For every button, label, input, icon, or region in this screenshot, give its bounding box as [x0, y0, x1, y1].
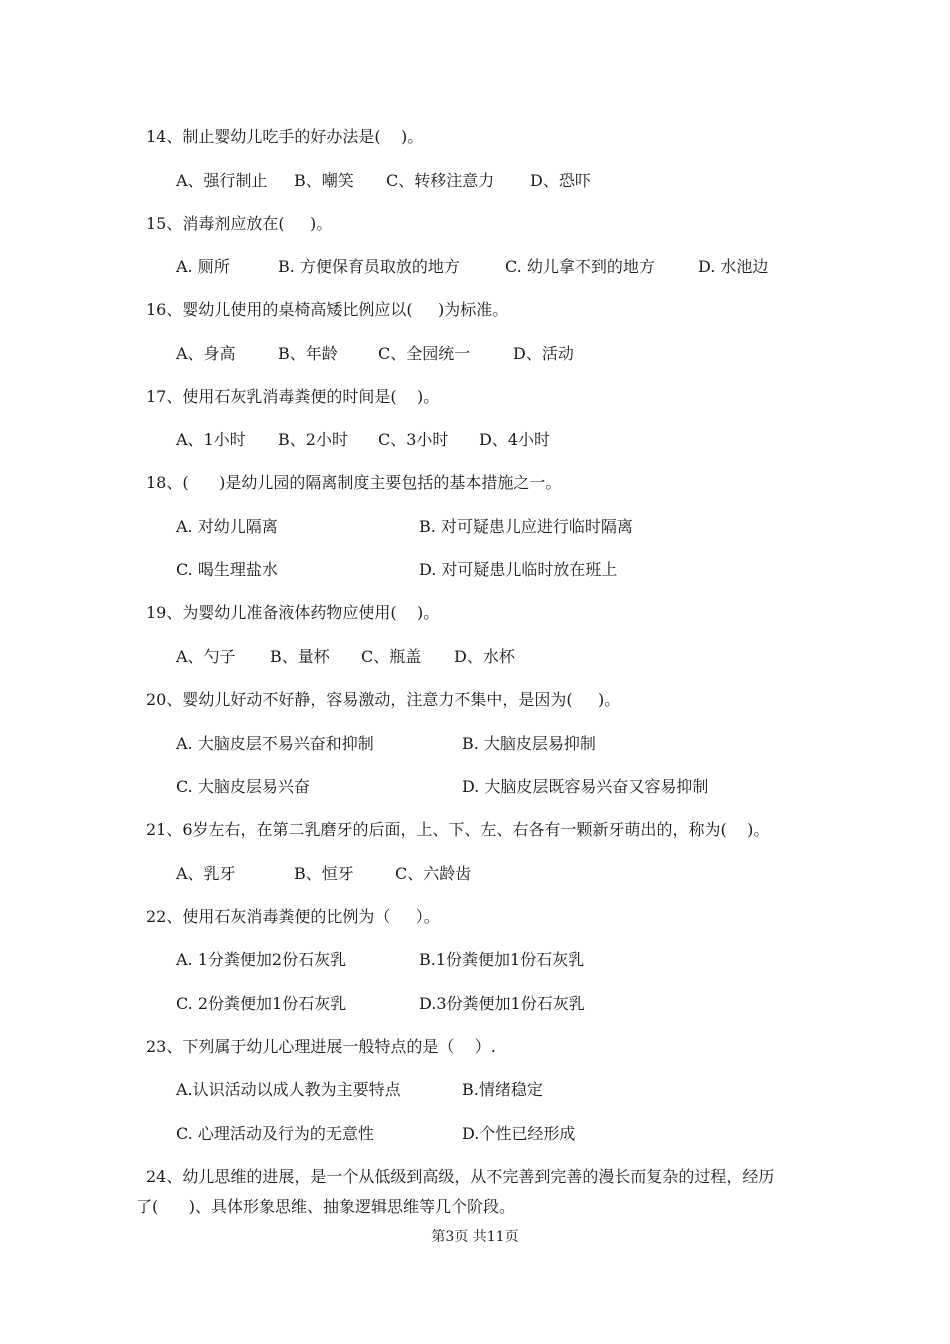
option-16-b: B、年龄 — [278, 344, 338, 363]
option-18-d: D. 对可疑患儿临时放在班上 — [419, 560, 618, 579]
option-19-c: C、瓶盖 — [361, 647, 422, 666]
option-19-b: B、量杯 — [270, 647, 330, 666]
question-21-stem: 21、6岁左右，在第二乳磨牙的后面，上、下、左、右各有一颗新牙萌出的，称为( )。 — [146, 820, 770, 839]
option-21-a: A、乳牙 — [176, 864, 236, 883]
option-14-b: B、嘲笑 — [294, 171, 354, 190]
page-footer: 第3页 共11页 — [431, 1229, 519, 1245]
option-23-c: C. 心理活动及行为的无意性 — [176, 1124, 374, 1143]
option-20-d: D. 大脑皮层既容易兴奋又容易抑制 — [462, 777, 709, 796]
option-22-b: B.1份粪便加1份石灰乳 — [419, 950, 585, 969]
option-17-b: B、2小时 — [278, 430, 348, 449]
option-23-a: A.认识活动以成人教为主要特点 — [176, 1080, 401, 1099]
option-16-c: C、全园统一 — [378, 344, 471, 363]
question-24-stem-continued: 了( )、具体形象思维、抽象逻辑思维等几个阶段。 — [136, 1197, 516, 1216]
question-17-stem: 17、使用石灰乳消毒粪便的时间是( )。 — [146, 387, 440, 406]
option-17-c: C、3小时 — [378, 430, 449, 449]
question-16-stem: 16、婴幼儿使用的桌椅高矮比例应以( )为标准。 — [146, 300, 509, 319]
question-14-stem: 14、制止婴幼儿吃手的好办法是( )。 — [146, 127, 424, 146]
question-19-stem: 19、为婴幼儿准备液体药物应使用( )。 — [146, 603, 440, 622]
question-22-stem: 22、使用石灰消毒粪便的比例为（ ）。 — [146, 907, 440, 926]
question-24-stem: 24、幼儿思维的进展，是一个从低级到高级，从不完善到完善的漫长而复杂的过程，经历 — [146, 1167, 775, 1186]
option-14-a: A、强行制止 — [176, 171, 268, 190]
question-15-stem: 15、消毒剂应放在( )。 — [146, 214, 333, 233]
option-20-a: A. 大脑皮层不易兴奋和抑制 — [176, 734, 374, 753]
option-17-a: A、1小时 — [176, 430, 246, 449]
option-18-c: C. 喝生理盐水 — [176, 560, 278, 579]
option-16-d: D、活动 — [513, 344, 574, 363]
option-20-c: C. 大脑皮层易兴奋 — [176, 777, 310, 796]
option-17-d: D、4小时 — [479, 430, 551, 449]
option-18-a: A. 对幼儿隔离 — [176, 517, 278, 536]
option-19-a: A、勺子 — [176, 647, 236, 666]
option-19-d: D、水杯 — [454, 647, 515, 666]
option-22-d: D.3份粪便加1份石灰乳 — [419, 994, 585, 1013]
question-18-stem: 18、( )是幼儿园的隔离制度主要包括的基本措施之一。 — [146, 473, 562, 492]
option-14-c: C、转移注意力 — [386, 171, 495, 190]
option-16-a: A、身高 — [176, 344, 236, 363]
option-21-b: B、恒牙 — [294, 864, 354, 883]
question-23-stem: 23、下列属于幼儿心理进展一般特点的是（ ）. — [146, 1037, 496, 1056]
option-18-b: B. 对可疑患儿应进行临时隔离 — [419, 517, 633, 536]
option-14-d: D、恐吓 — [530, 171, 591, 190]
option-23-d: D.个性已经形成 — [462, 1124, 576, 1143]
option-22-c: C. 2份粪便加1份石灰乳 — [176, 994, 347, 1013]
option-22-a: A. 1分粪便加2份石灰乳 — [176, 950, 347, 969]
option-23-b: B.情绪稳定 — [462, 1080, 543, 1099]
option-21-c: C、六龄齿 — [395, 864, 472, 883]
question-20-stem: 20、婴幼儿好动不好静，容易激动，注意力不集中，是因为( )。 — [146, 690, 621, 709]
option-20-b: B. 大脑皮层易抑制 — [462, 734, 596, 753]
option-15-d: D. 水池边 — [698, 257, 769, 276]
option-15-b: B. 方便保育员取放的地方 — [278, 257, 460, 276]
option-15-a: A. 厕所 — [176, 257, 230, 276]
option-15-c: C. 幼儿拿不到的地方 — [505, 257, 655, 276]
